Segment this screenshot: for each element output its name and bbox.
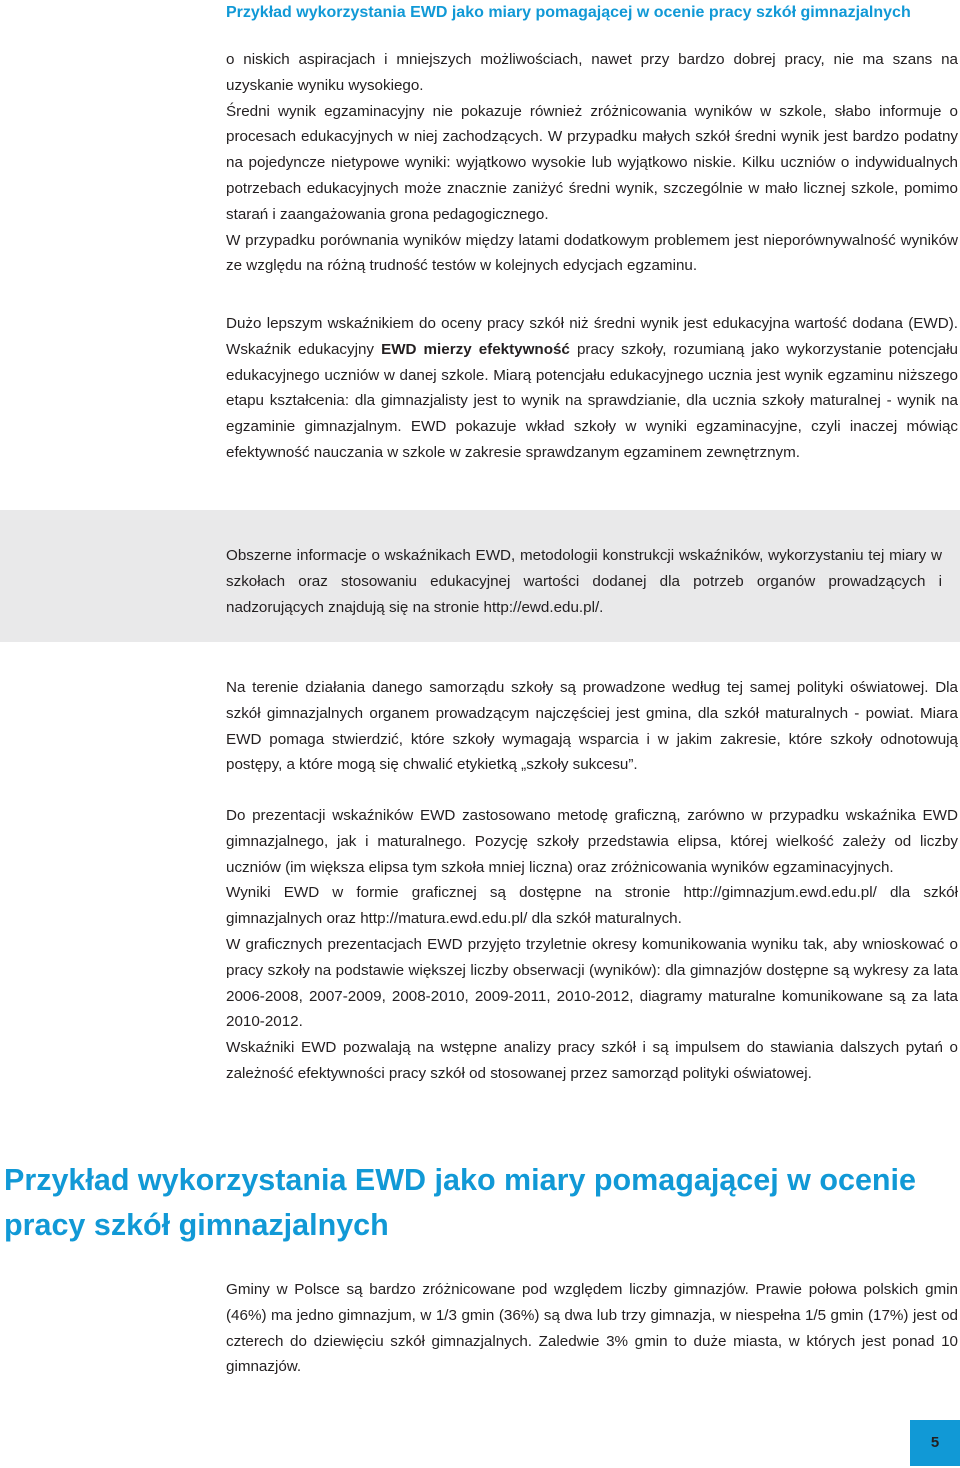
running-header: Przykład wykorzystania EWD jako miary pomagającej w ocenie pracy szkół gimnazjalnych [226, 4, 911, 21]
presentation-block [226, 803, 958, 1087]
presentation-paragraph-1: Do prezentacji wskaźników EWD zastosowano metodę graficzną, zarówno w przypadku wskaźnika EWD gimnazjalnego, jak i maturalnego. Pozycję szkoły przedstawia elipsa, której wielkość zależy od liczby uczniów (im większa elipsa tym szkoła mniej liczna) oraz zróżnicowania wyników egzaminacyjnych. [226, 807, 958, 876]
local-government-block [226, 675, 958, 778]
ewd-definition-block [226, 311, 958, 466]
intro-paragraph-1: o niskich aspiracjach i mniejszych możliwościach, nawet przy bardzo dobrej pracy, nie ma szans na uzyskanie wyniku wysokiego. [226, 51, 958, 94]
presentation-paragraph-3: W graficznych prezentacjach EWD przyjęto trzyletnie okresy komunikowania wyniku tak, aby wnioskować o pracy szkoły na podstawie większej liczby obserwacji (wyników): dla gimnazjów dostępne są wykresy za lata 2006-2008, 2007-2009, 2008-2010, 2009-2011, 2010-2012, diagramy maturalne komunikowane są za lata 2010-2012. [226, 935, 958, 1031]
intro-text-block [226, 47, 958, 279]
page-number: 5 [910, 1420, 960, 1466]
intro-paragraph-2: Średni wynik egzaminacyjny nie pokazuje również zróżnicowania wyników w szkole, słabo informuje o procesach edukacyjnych w niej zachodzących. W przypadku małych szkół średni wynik jest bardzo podatny na pojedyncze nietypowe wyniki: wyjątkowo wysokie lub wyjątkowo niskie. Kilku uczniów o indywidualnych potrzebach edukacyjnych może znacznie zaniżyć średni wynik, szczególnie w mało licznej szkole, pomimo starań i zaangażowania grona pedagogicznego. [226, 102, 958, 223]
info-box [0, 510, 960, 642]
section-body-block [226, 1277, 958, 1380]
ewd-paragraph-part2: pracy szkoły, rozumianą jako wykorzystanie potencjału edukacyjnego uczniów w danej szkole. Miarą potencjału edukacyjnego ucznia jest wynik egzaminu niższego etapu kształcenia: dla gimnazjalisty jest to wynik na sprawdzianie, dla ucznia szkoły maturalnej - wynik na egzaminie gimnazjalnym. EWD pokazuje wkład szkoły w wyniki egzaminacyjne, czyli inaczej mówiąc efektywność nauczania w szkole w zakresie sprawdzanym egzaminem zewnętrznym. [226, 340, 958, 461]
presentation-paragraph-4: Wskaźniki EWD pozwalają na wstępne analizy pracy szkół i są impulsem do stawiania dalszych pytań o zależność efektywności pracy szkół od stosowanej przez samorząd polityki oświatowej. [226, 1039, 958, 1082]
ewd-paragraph [226, 311, 958, 466]
presentation-paragraph-2: Wyniki EWD w formie graficznej są dostępne na stronie http://gimnazjum.ewd.edu.pl/ dla szkół gimnazjalnych oraz http://matura.ewd.edu.pl/ dla szkół maturalnych. [226, 884, 958, 928]
ewd-paragraph-part1: Dużo lepszym wskaźnikiem do oceny pracy szkół niż średni wynik jest edukacyjna wartość dodana (EWD). Wskaźnik edukacyjny [226, 315, 958, 358]
section-heading: Przykład wykorzystania EWD jako miary pomagającej w ocenie pracy szkół gimnazjalnych [4, 1163, 916, 1242]
intro-paragraph-3: W przypadku porównania wyników między latami dodatkowym problemem jest nieporównywalność wyników ze względu na różną trudność testów w kolejnych edycjach egzaminu. [226, 231, 958, 275]
section-paragraph-1: Gminy w Polsce są bardzo zróżnicowane pod względem liczby gimnazjów. Prawie połowa polskich gmin (46%) ma jedno gimnazjum, w 1/3 gmin (36%) są dwa lub trzy gimnazja, w niespełna 1/5 gmin (17%) jest od czterech do dziewięciu szkół gimnazjalnych. Zaledwie 3% gmin to duże miasta, w których jest ponad 10 gimnazjów. [226, 1281, 958, 1376]
ewd-paragraph-bold: EWD mierzy efektywność [381, 340, 570, 358]
info-box-text: Obszerne informacje o wskaźnikach EWD, metodologii konstrukcji wskaźników, wykorzystaniu tej miary w szkołach oraz stosowaniu edukacyjnej wartości dodanej dla potrzeb organów prowadzących i nadzorujących znajdują się na stronie http://ewd.edu.pl/. [226, 547, 942, 616]
local-government-paragraph: Na terenie działania danego samorządu szkoły są prowadzone według tej samej polityki oświatowej. Dla szkół gimnazjalnych organem prowadzącym najczęściej jest gmina, dla szkół maturalnych - powiat. Miara EWD pomaga stwierdzić, które szkoły wymagają wsparcia i w jakim zakresie, które szkoły odnotowują postępy, a które mogą się chwalić etykietką „szkoły sukcesu”. [226, 679, 958, 774]
